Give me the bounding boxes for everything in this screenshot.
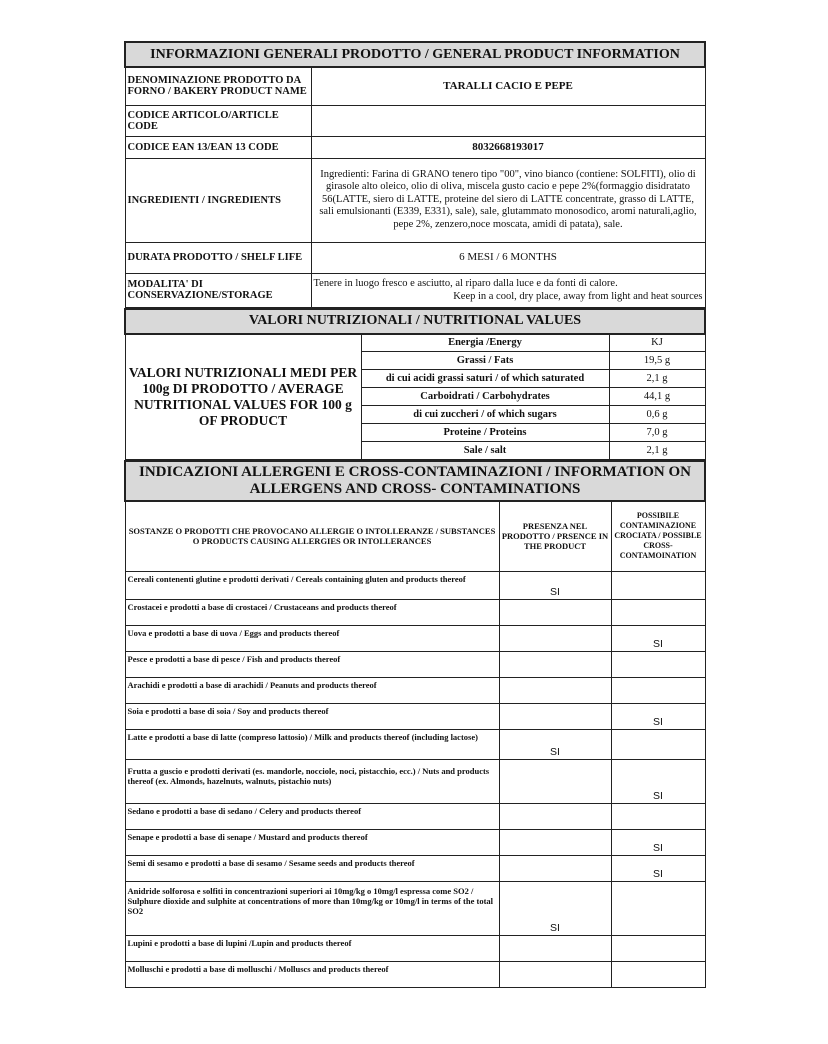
allergen-name: Latte e prodotti a base di latte (compreso lattosio) / Milk and products thereof (including lactose) — [125, 729, 499, 759]
nutrient-value: 2,1 g — [609, 442, 705, 460]
allergen-presence — [499, 625, 611, 651]
allergen-name: Arachidi e prodotti a base di arachidi / Peanuts and products thereof — [125, 677, 499, 703]
allergen-cross: SI — [611, 703, 705, 729]
allergen-cross — [611, 677, 705, 703]
shelf-life-label: DURATA PRODOTTO / SHELF LIFE — [125, 242, 311, 273]
allergen-presence — [499, 677, 611, 703]
allergen-cross — [611, 571, 705, 599]
allergen-presence — [499, 935, 611, 961]
allergen-presence: SI — [499, 729, 611, 759]
nutrient-value: 7,0 g — [609, 424, 705, 442]
allergen-name: Semi di sesamo e prodotti a base di sesamo / Sesame seeds and products thereof — [125, 855, 499, 881]
nutrition-per-100g-label: VALORI NUTRIZIONALI MEDI PER 100g DI PRODOTTO / AVERAGE NUTRITIONAL VALUES FOR 100 g OF PRODUCT — [125, 334, 361, 460]
allergen-presence — [499, 599, 611, 625]
allergen-cross — [611, 651, 705, 677]
substances-header: SOSTANZE O PRODOTTI CHE PROVOCANO ALLERGIE O INTOLLERANZE / SUBSTANCES O PRODUCTS CAUSING ALLERGIES OR INTOLLERANCES — [125, 501, 499, 571]
allergen-row — [125, 829, 705, 855]
nutrient-name: Sale / salt — [361, 442, 609, 460]
allergen-name: Soia e prodotti a base di soia / Soy and products thereof — [125, 703, 499, 729]
nutrient-name: Proteine / Proteins — [361, 424, 609, 442]
allergen-row — [125, 759, 705, 803]
storage-text-it: Tenere in luogo fresco e asciutto, al riparo dalla luce e da fonti di calore. — [313, 278, 618, 289]
nutrient-name: di cui zuccheri / of which sugars — [361, 406, 609, 424]
storage-text-en: Keep in a cool, dry place, away from light and heat sources — [453, 291, 703, 302]
allergen-row — [125, 625, 705, 651]
cross-contamination-header: POSSIBILE CONTAMINAZIONE CROCIATA / POSSIBLE CROSS-CONTAMOINATION — [611, 501, 705, 571]
allergen-presence — [499, 759, 611, 803]
product-sheet — [124, 41, 704, 988]
allergen-presence: SI — [499, 881, 611, 935]
allergen-presence — [499, 855, 611, 881]
allergen-name: Crostacei e prodotti a base di crostacei / Crustaceans and products thereof — [125, 599, 499, 625]
allergen-row — [125, 571, 705, 599]
allergen-presence — [499, 829, 611, 855]
allergen-cross: SI — [611, 829, 705, 855]
nutrient-name: Carboidrati / Carbohydrates — [361, 388, 609, 406]
allergens-table — [124, 460, 706, 988]
nutrient-name: Energia /Energy — [361, 334, 609, 352]
general-row — [125, 136, 705, 158]
shelf-life-value: 6 MESI / 6 MONTHS — [311, 242, 705, 273]
allergen-cross — [611, 961, 705, 987]
allergen-row — [125, 961, 705, 987]
allergen-row — [125, 599, 705, 625]
article-code-label: CODICE ARTICOLO/ARTICLE CODE — [125, 105, 311, 136]
general-row — [125, 158, 705, 242]
allergen-row — [125, 935, 705, 961]
allergens-header-row — [125, 501, 705, 571]
allergen-name: Lupini e prodotti a base di lupini /Lupin and products thereof — [125, 935, 499, 961]
nutrient-name: di cui acidi grassi saturi / of which saturated — [361, 370, 609, 388]
allergen-cross: SI — [611, 759, 705, 803]
nutrition-row — [125, 334, 705, 352]
nutrient-value: 19,5 g — [609, 352, 705, 370]
allergen-cross — [611, 881, 705, 935]
allergen-row — [125, 803, 705, 829]
allergen-cross — [611, 729, 705, 759]
allergen-name: Pesce e prodotti a base di pesce / Fish and products thereof — [125, 651, 499, 677]
general-row — [125, 242, 705, 273]
allergen-name: Senape e prodotti a base di senape / Mustard and products thereof — [125, 829, 499, 855]
allergen-name: Molluschi e prodotti a base di molluschi / Molluscs and products thereof — [125, 961, 499, 987]
allergen-name: Frutta a guscio e prodotti derivati (es. mandorle, nocciole, noci, pistacchio, ecc.) / Nuts and products thereof (ex. Almonds, hazelnuts, walnuts, pistachio nuts) — [125, 759, 499, 803]
allergen-row — [125, 855, 705, 881]
nutrition-table — [124, 308, 706, 461]
allergen-cross: SI — [611, 625, 705, 651]
allergen-row — [125, 729, 705, 759]
ingredients-value: Ingredienti: Farina di GRANO tenero tipo "00", vino bianco (contiene: SOLFITI), olio di girasole alto oleico, olio di oliva, miscela gusto cacio e pepe 2%(formaggio disidratato 56(LATTE, siero di LATTE, proteine del siero di LATTE concentrate, grasso di LATTE, sali emulsionanti (E339, E331), sale), sale, glutammato monosodico, aromi naturali,aglio, pepe 2%, zenzero,noce moscata, amidi di patata), sale. — [311, 158, 705, 242]
product-name-label: DENOMINAZIONE PRODOTTO DA FORNO / BAKERY PRODUCT NAME — [125, 67, 311, 105]
allergen-presence — [499, 703, 611, 729]
general-info-title: INFORMAZIONI GENERALI PRODOTTO / GENERAL PRODUCT INFORMATION — [125, 42, 705, 67]
allergens-title: INDICAZIONI ALLERGENI E CROSS-CONTAMINAZIONI / INFORMATION ON ALLERGENS AND CROSS- CONTAMINATIONS — [125, 461, 705, 501]
product-name-value: TARALLI CACIO E PEPE — [311, 67, 705, 105]
nutrient-value: 2,1 g — [609, 370, 705, 388]
allergen-row — [125, 881, 705, 935]
general-row — [125, 67, 705, 105]
allergen-cross — [611, 935, 705, 961]
nutrient-name: Grassi / Fats — [361, 352, 609, 370]
allergen-name: Sedano e prodotti a base di sedano / Celery and products thereof — [125, 803, 499, 829]
allergen-name: Cereali contenenti glutine e prodotti derivati / Cereals containing gluten and products thereof — [125, 571, 499, 599]
allergen-row — [125, 651, 705, 677]
ean-value: 8032668193017 — [311, 136, 705, 158]
general-row — [125, 273, 705, 307]
allergen-presence — [499, 803, 611, 829]
allergen-row — [125, 677, 705, 703]
nutrient-value: 0,6 g — [609, 406, 705, 424]
allergen-row — [125, 703, 705, 729]
allergen-cross — [611, 599, 705, 625]
article-code-value — [311, 105, 705, 136]
allergen-cross — [611, 803, 705, 829]
storage-value — [311, 273, 705, 307]
general-row — [125, 105, 705, 136]
storage-label: MODALITA' DI CONSERVAZIONE/STORAGE — [125, 273, 311, 307]
allergen-presence — [499, 961, 611, 987]
allergen-presence — [499, 651, 611, 677]
ean-label: CODICE EAN 13/EAN 13 CODE — [125, 136, 311, 158]
nutrient-value: 44,1 g — [609, 388, 705, 406]
allergen-name: Anidride solforosa e solfiti in concentrazioni superiori ai 10mg/kg o 10mg/l espressa come SO2 / Sulphure dioxide and sulphite at concentrations of more than 10mg/kg or 10mg/l in terms of the total SO2 — [125, 881, 499, 935]
allergen-name: Uova e prodotti a base di uova / Eggs and products thereof — [125, 625, 499, 651]
nutrient-value: KJ — [609, 334, 705, 352]
ingredients-label: INGREDIENTI / INGREDIENTS — [125, 158, 311, 242]
nutrition-title: VALORI NUTRIZIONALI / NUTRITIONAL VALUES — [125, 309, 705, 334]
presence-header: PRESENZA NEL PRODOTTO / PRSENCE IN THE PRODUCT — [499, 501, 611, 571]
general-info-table — [124, 41, 706, 308]
allergen-cross: SI — [611, 855, 705, 881]
allergen-presence: SI — [499, 571, 611, 599]
